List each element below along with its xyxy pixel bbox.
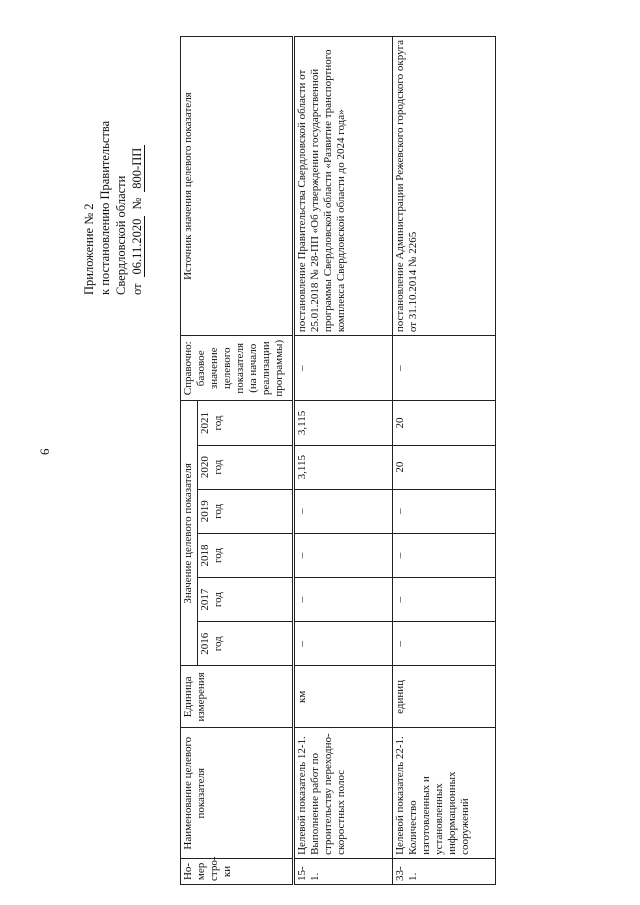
- cell-row-no: 33-1.: [393, 858, 496, 884]
- indicators-table: [180, 36, 496, 885]
- cell-value: –: [294, 578, 393, 622]
- date-prefix: от: [130, 283, 144, 295]
- header-year: 2020 год: [198, 445, 294, 489]
- annex-line-2: к постановлению Правительства: [98, 120, 112, 295]
- header-year: 2017 год: [198, 578, 294, 622]
- cell-indicator-name: Целевой показатель 22-1. Количество изготовленных и установленных информационных сооружений: [393, 728, 496, 858]
- header-year: 2021 год: [198, 401, 294, 445]
- cell-row-no: 15-1.: [294, 858, 393, 884]
- header-value-group: Значение целевого показателя: [181, 401, 198, 666]
- rotated-page: [35, 35, 580, 885]
- cell-indicator-name: Целевой показатель 12-1. Выполнение работ по строительству переходно-скоростных полос: [294, 728, 393, 858]
- cell-reference: –: [393, 336, 496, 401]
- header-year: 2016 год: [198, 622, 294, 666]
- cell-source: постановление Администрации Режевского городского округа от 31.10.2014 № 2265: [393, 37, 496, 336]
- annex-header: [81, 121, 145, 295]
- cell-value: –: [393, 578, 496, 622]
- page-number: 6: [37, 448, 52, 455]
- annex-date-line: [129, 121, 145, 295]
- number-prefix: №: [130, 197, 144, 210]
- header-row-1: [181, 37, 198, 885]
- cell-value: –: [393, 622, 496, 666]
- cell-value: –: [393, 533, 496, 577]
- header-year: 2019 год: [198, 489, 294, 533]
- annex-title: Приложение № 2: [82, 203, 96, 295]
- table-row: [393, 37, 496, 885]
- annex-date: 06.11.2020: [130, 216, 145, 278]
- header-year: 2018 год: [198, 533, 294, 577]
- cell-value: –: [294, 489, 393, 533]
- header-unit: Единица измерения: [181, 666, 294, 728]
- cell-source: постановление Правительства Свердловской области от 25.01.2018 № 28-ПП «Об утверждении государственной программы Свердловской области «Развитие транспортного комплекса Свердловской области до 2024 года»: [294, 37, 393, 336]
- cell-value: 3,115: [294, 401, 393, 445]
- cell-value: –: [393, 489, 496, 533]
- cell-reference: –: [294, 336, 393, 401]
- cell-unit: км: [294, 666, 393, 728]
- cell-value: –: [294, 622, 393, 666]
- cell-unit: единиц: [393, 666, 496, 728]
- header-row-no: Но-мер стро-ки: [181, 858, 294, 884]
- table-row: [294, 37, 393, 885]
- header-reference: Справочно: базовое значение целевого показателя (на начало реализации программы): [181, 336, 294, 401]
- header-indicator-name: Наименование целевого показателя: [181, 728, 294, 858]
- cell-value: 20: [393, 401, 496, 445]
- header-source: Источник значения целевого показателя: [181, 37, 294, 336]
- cell-value: 20: [393, 445, 496, 489]
- annex-line-3: Свердловской области: [114, 175, 128, 295]
- cell-value: 3,115: [294, 445, 393, 489]
- cell-value: –: [294, 533, 393, 577]
- annex-number: 800-ПП: [130, 145, 145, 192]
